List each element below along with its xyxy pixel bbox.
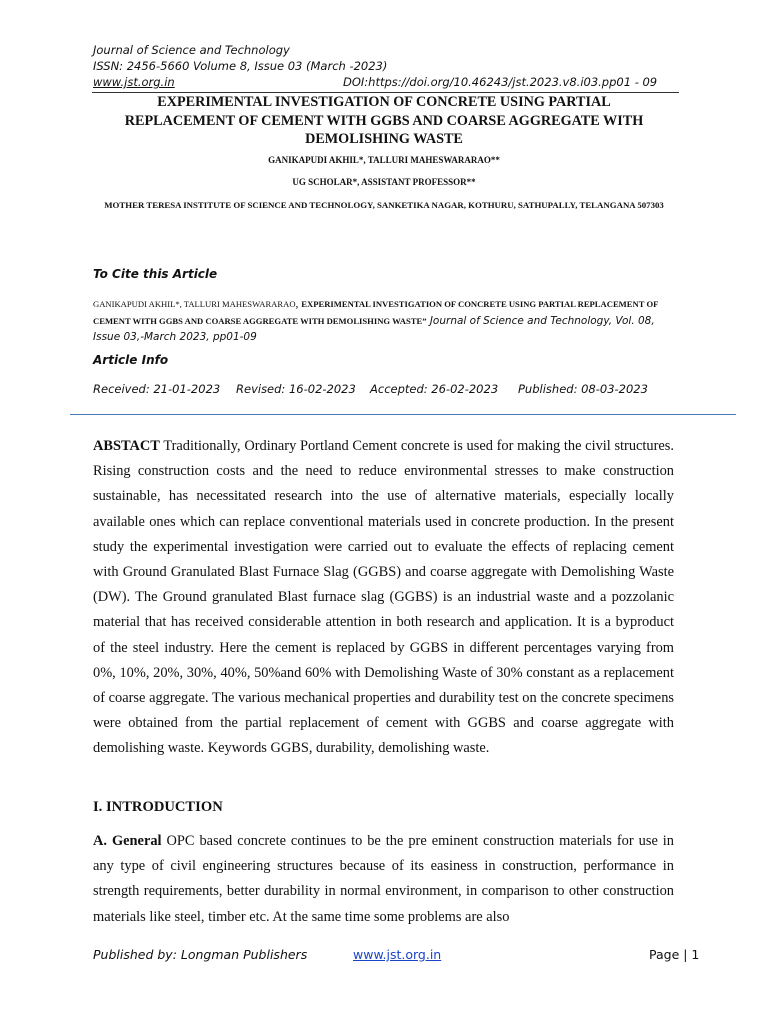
- journal-name: Journal of Science and Technology: [93, 43, 290, 57]
- cite-journal: Journal of Science and Technology, Vol. 08, Issue 03,-March 2023, pp01-09: [93, 314, 655, 343]
- title-line-2: REPLACEMENT OF CEMENT WITH GGBS AND COARSE AGGREGATE WITH: [124, 112, 644, 129]
- citation: [93, 296, 681, 346]
- institution: MOTHER TERESA INSTITUTE OF SCIENCE AND TECHNOLOGY, SANKETIKA NAGAR, KOTHURU, SATHUPALLY, TELANGANA 507303: [104, 200, 664, 210]
- accepted-date: Accepted: 26-02-2023: [370, 382, 499, 396]
- author-roles: UG SCHOLAR*, ASSISTANT PROFESSOR**: [292, 177, 476, 187]
- introduction-paragraph: [93, 829, 674, 930]
- header-website-link[interactable]: www.jst.org.in: [93, 75, 175, 89]
- issn-line: ISSN: 2456-5660 Volume 8, Issue 03 (March -2023): [93, 59, 388, 73]
- cite-title: EXPERIMENTAL INVESTIGATION OF CONCRETE USING PARTIAL REPLACEMENT OF CEMENT WITH GGBS AND COARSE AGGREGATE WITH DEMOLISHING WASTE: [93, 299, 659, 326]
- introduction-text: OPC based concrete continues to be the pre eminent construction materials for use in any type of civil engineering structures because of its easiness in construction, performance in strength requirements, better durability in normal environment, in comparison to other construction materials like steel, timber etc. At the same time some problems are also: [93, 833, 675, 925]
- cite-separator: ,: [295, 298, 302, 310]
- abstract-text: Traditionally, Ordinary Portland Cement concrete is used for making the civil structures. Rising construction costs and the need to reduce environmental stresses to make construction sustainable, has necessitated research into the use of alternative materials, especially locally available ones which can replace conventional materials used in concrete production. In the present study the experimental investigation were carried out to evaluate the effects of replacing cement with Ground Granulated Blast Furnace Slag (GGBS) and coarse aggregate with Demolishing Waste (DW). The Ground granulated Blast furnace slag (GGBS) is an industrial waste and a pozzolanic material that has received considerable attention in both research and application. It is a byproduct of the steel industry. Here the cement is replaced by GGBS in different percentages varying from 0%, 10%, 20%, 30%, 40%, 50%and 60% with Demolishing Waste of 30% constant as a replacement of coarse aggregate. The various mechanical properties and durability test on the concrete specimens were obtained from the partial replacement of cement with GGBS and coarse aggregate with demolishing waste. Keywords GGBS, durability, demolishing waste.: [93, 438, 674, 757]
- revised-date: Revised: 16-02-2023: [236, 382, 356, 396]
- title-line-1: EXPERIMENTAL INVESTIGATION OF CONCRETE USING PARTIAL: [157, 94, 611, 110]
- doi-line: DOI:https://doi.org/10.46243/jst.2023.v8.i03.pp01 - 09: [343, 75, 658, 89]
- subsection-label: A. General: [93, 833, 162, 849]
- footer-publisher: Published by: Longman Publishers: [93, 947, 308, 962]
- article-info-heading: Article Info: [93, 353, 169, 367]
- paper-title: [92, 93, 676, 149]
- abstract-label: ABSTACT: [93, 438, 160, 454]
- received-date: Received: 21-01-2023: [93, 382, 221, 396]
- page-number: Page | 1: [649, 947, 700, 962]
- footer-website-link[interactable]: www.jst.org.in: [353, 947, 442, 962]
- abstract: [93, 434, 674, 762]
- author-names: GANIKAPUDI AKHIL*, TALLURI MAHESWARARAO**: [268, 155, 500, 165]
- cite-quote: ”: [422, 315, 427, 326]
- title-line-3: DEMOLISHING WASTE: [305, 131, 463, 147]
- published-date: Published: 08-03-2023: [518, 382, 648, 396]
- cite-heading: To Cite this Article: [93, 267, 218, 281]
- section-divider: [70, 414, 736, 415]
- cite-authors: GANIKAPUDI AKHIL*, TALLURI MAHESWARARAO: [93, 299, 296, 309]
- introduction-heading: I. INTRODUCTION: [93, 799, 223, 815]
